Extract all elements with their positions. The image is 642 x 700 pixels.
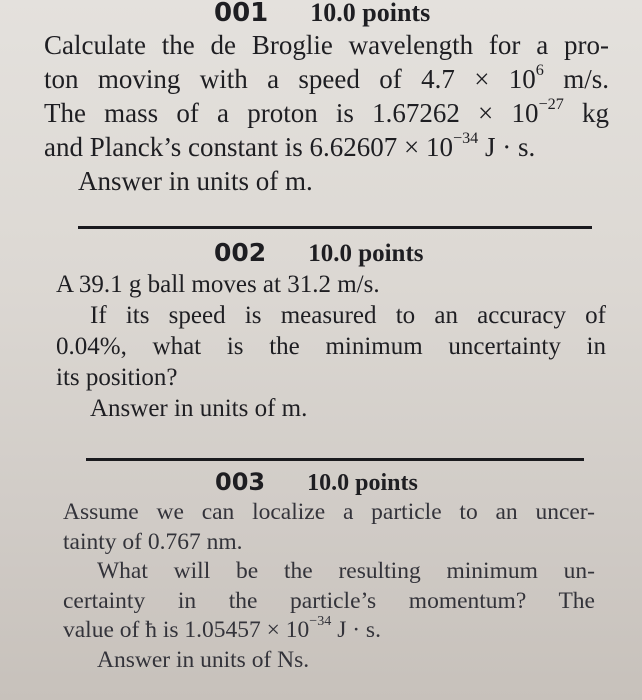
problem-text-line: certainty in the particle’s momentum? The xyxy=(63,587,595,614)
problem-text-line: value of ħ is $1.05457 \times 10^{-34}$ J · s. xyxy=(63,613,381,643)
problem-text-line: 0.04%, what is the minimum uncertainty in xyxy=(56,333,606,360)
exponent: 6 xyxy=(535,60,544,79)
answer-units: Answer in units of Ns. xyxy=(97,646,310,673)
problem-text-line: tainty of 0.767 nm. xyxy=(63,528,243,555)
problem-text-line: The mass of a proton is $1.67262 \times 10^{-27}$ kg xyxy=(44,94,610,128)
problem-header xyxy=(215,467,595,498)
exponent: −34 xyxy=(309,613,332,630)
separator-rule xyxy=(78,226,592,229)
problem-text-line: A 39.1 g ball moves at 31.2 m/s. xyxy=(56,271,380,298)
problem-002 xyxy=(56,238,606,424)
answer-units: Answer in units of m. xyxy=(78,166,313,196)
problem-points: 10.0 points xyxy=(307,470,418,496)
exponent: −27 xyxy=(538,94,564,113)
problem-header xyxy=(214,238,606,269)
problem-text-line: Calculate the de Broglie wavelength for a pro- xyxy=(44,30,609,60)
problem-text-line: If its speed is measured to an accuracy of xyxy=(90,302,606,329)
exponent: −34 xyxy=(452,128,479,147)
answer-units: Answer in units of m. xyxy=(90,395,308,422)
problem-text-line: What will be the resulting minimum un- xyxy=(97,558,595,584)
problem-text-line: ton moving with a speed of $4.7 \times 10^6$ m/s. xyxy=(44,60,609,94)
problem-001 xyxy=(44,0,609,198)
problem-003 xyxy=(63,467,595,675)
problem-number: 002 xyxy=(214,238,267,267)
separator-rule xyxy=(86,458,584,461)
problem-header xyxy=(214,0,609,28)
problem-number: 003 xyxy=(215,468,266,496)
problem-text-line: Assume we can localize a particle to an uncer- xyxy=(63,499,595,525)
problem-number: 001 xyxy=(214,0,269,28)
problem-points: 10.0 points xyxy=(310,0,431,27)
problem-text-line: its position? xyxy=(56,364,178,391)
problem-points: 10.0 points xyxy=(308,240,424,267)
problem-text-line: and Planck’s constant is $6.62607 \times 10^{-34}$ J · s. xyxy=(44,128,536,162)
